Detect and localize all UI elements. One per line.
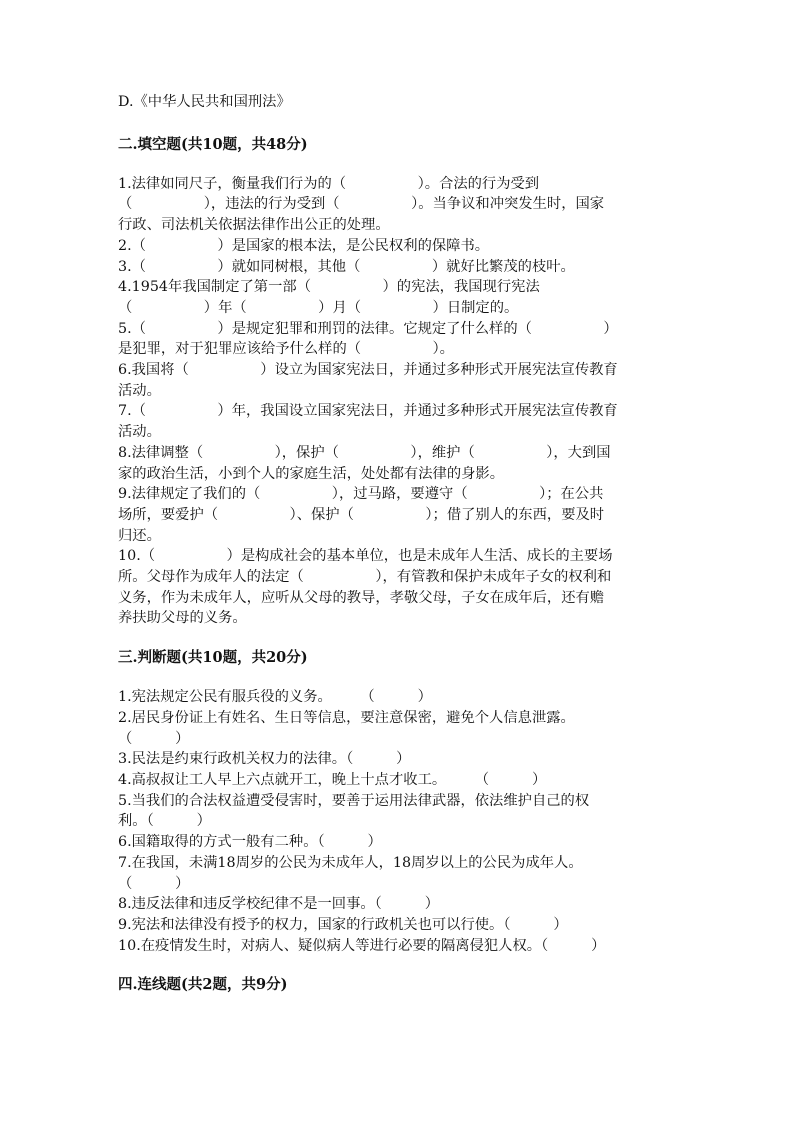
true-false-line: （ ）: [118, 875, 190, 892]
true-false-line: 1.宪法规定公民有服兵役的义务。 （ ）: [118, 689, 432, 706]
exam-page: [118, 92, 678, 995]
fill-blank-line: 场所，要爱护（ ）、保护（ ）；借了别人的东西，要及时: [118, 506, 605, 523]
fill-blank-line: 活动。: [118, 382, 161, 399]
fill-blank-line: 归还。: [118, 527, 161, 544]
fill-blank-line: 家的政治生活，小到个人的家庭生活，处处都有法律的身影。: [118, 465, 505, 482]
section-4-title: 四.连线题(共2题，共9分): [118, 976, 288, 994]
true-false-line: 利。（ ）: [118, 813, 211, 830]
true-false-line: 3.民法是约束行政机关权力的法律。（ ）: [118, 751, 411, 768]
fill-blank-line: 行政、司法机关依据法律作出公正的处理。: [118, 217, 390, 234]
fill-blank-line: 9.法律规定了我们的（ ），过马路，要遵守（ ）；在公共: [118, 486, 604, 503]
fill-blank-line: 是犯罪，对于犯罪应该给予什么样的（ ）。: [118, 341, 454, 358]
fill-blank-line: 3.（ ）就如同树根，其他（ ）就好比繁茂的枝叶。: [118, 258, 575, 275]
fill-blank-line: 7.（ ）年，我国设立国家宪法日，并通过多种形式开展宪法宣传教育: [118, 403, 618, 420]
true-false-line: 10.在疫情发生时，对病人、疑似病人等进行必要的隔离侵犯人权。（ ）: [118, 937, 606, 954]
true-false-line: 6.国籍取得的方式一般有二种。（ ）: [118, 834, 382, 851]
true-false-line: 9.宪法和法律没有授予的权力，国家的行政机关也可以行使。（ ）: [118, 916, 568, 933]
section-2-title: 二.填空题(共10题，共48分): [118, 135, 308, 153]
fill-blank-line: 义务，作为未成年人，应听从父母的教导，孝敬父母，子女在成年后，还有赡: [118, 589, 605, 606]
section-3-title: 三.判断题(共10题，共20分): [118, 649, 308, 667]
fill-blank-line: （ ），违法的行为受到（ ）。当争议和冲突发生时，国家: [118, 196, 605, 213]
true-false-line: 7.在我国，未满18周岁的公民为未成年人，18周岁以上的公民为成年人。: [118, 854, 583, 871]
fill-blank-line: 1.法律如同尺子，衡量我们行为的（ ）。合法的行为受到: [118, 175, 540, 192]
fill-blank-line: 6.我国将（ ）设立为国家宪法日，并通过多种形式开展宪法宣传教育: [118, 362, 618, 379]
true-false-line: 8.违反法律和违反学校纪律不是一回事。（ ）: [118, 896, 440, 913]
true-false-line: （ ）: [118, 730, 190, 747]
section-2-content: [118, 174, 678, 629]
fill-blank-line: 活动。: [118, 424, 161, 441]
fill-blank-line: 10.（ ）是构成社会的基本单位，也是未成年人生活、成长的主要场: [118, 548, 613, 565]
true-false-line: 5.当我们的合法权益遭受侵害时，要善于运用法律武器，依法维护自己的权: [118, 792, 590, 809]
true-false-line: 4.高叔叔让工人早上六点就开工，晚上十点才收工。 （ ）: [118, 771, 547, 788]
fill-blank-line: 养扶助父母的义务。: [118, 610, 247, 627]
fill-blank-line: （ ）年（ ）月（ ）日制定的。: [118, 299, 519, 316]
fill-blank-line: 2.（ ）是国家的根本法，是公民权利的保障书。: [118, 237, 490, 254]
fill-blank-line: 8.法律调整（ ），保护（ ），维护（ ），大到国: [118, 444, 611, 461]
fill-blank-line: 5.（ ）是规定犯罪和刑罚的法律。它规定了什么样的（ ）: [118, 320, 618, 337]
fill-blank-line: 4.1954年我国制定了第一部（ ）的宪法，我国现行宪法: [118, 279, 540, 296]
true-false-line: 2.居民身份证上有姓名、生日等信息，要注意保密，避免个人信息泄露。: [118, 709, 575, 726]
section-3-content: [118, 687, 678, 956]
fill-blank-line: 所。父母作为成年人的法定（ ），有管教和保护未成年子女的权利和: [118, 569, 612, 586]
option-d: D.《中华人民共和国刑法》: [118, 94, 291, 110]
